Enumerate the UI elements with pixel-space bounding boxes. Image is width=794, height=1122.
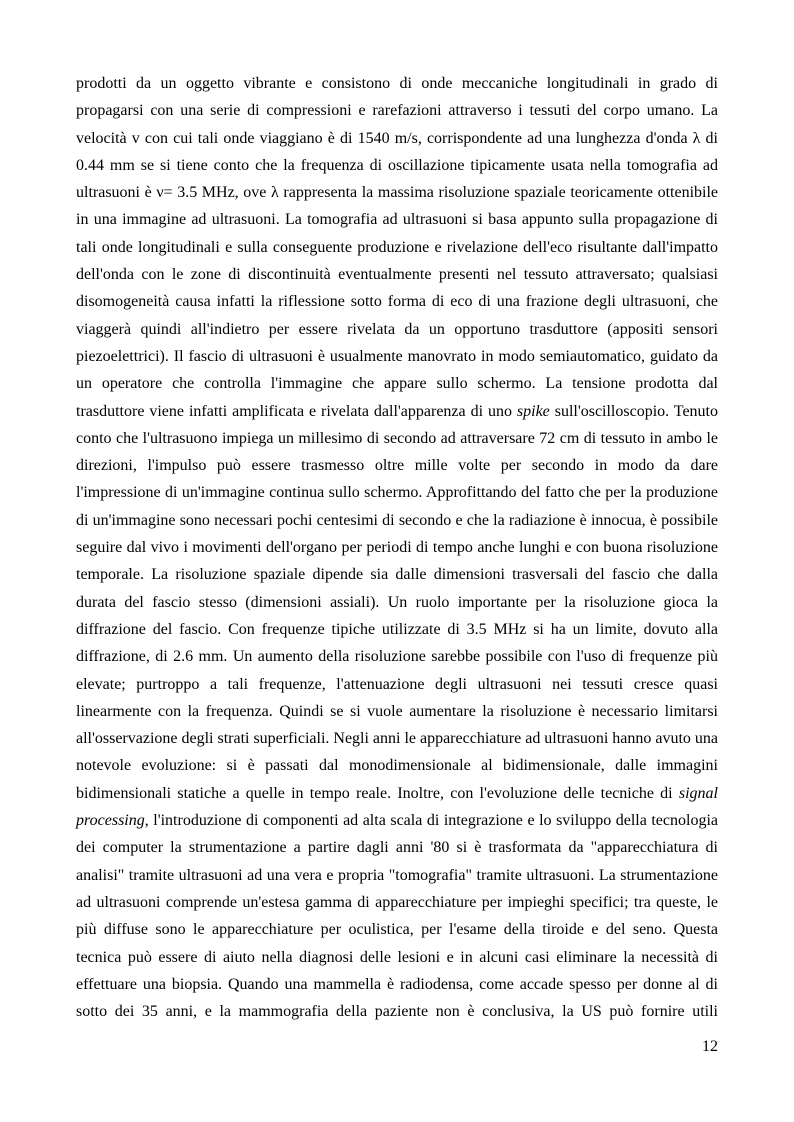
- text-line: prodotti da un oggetto vibrante e consistono di onde meccaniche longitudinali in grado di: [76, 75, 718, 92]
- text-line: di un'immagine sono necessari pochi centesimi di secondo e che la radiazione è innocua, è possibile: [76, 511, 718, 529]
- text-line: linearmente con la frequenza. Quindi se si vuole aumentare la risoluzione è necessario limitarsi: [76, 702, 718, 720]
- text-segment: sull'oscilloscopio. Tenuto: [549, 402, 719, 420]
- text-line: ad ultrasuoni comprende un'estesa gamma di apparecchiature per impieghi specifici; tra queste, le: [76, 893, 718, 911]
- text-line: [76, 780, 718, 807]
- italic-term: processing: [76, 812, 145, 830]
- text-line: propagarsi con una serie di compressioni e rarefazioni attraverso i tessuti del corpo umano. La: [76, 102, 718, 120]
- text-line: elevate; purtroppo a tali frequenze, l'attenuazione degli ultrasuoni nei tessuti cresce quasi: [76, 675, 718, 693]
- text-line: in una immagine ad ultrasuoni. La tomografia ad ultrasuoni si basa appunto sulla propagazione di: [76, 211, 718, 229]
- text-segment: bidimensionali statiche a quelle in tempo reale. Inoltre, con l'evoluzione delle tecniche di: [76, 784, 679, 802]
- text-line: analisi" tramite ultrasuoni ad una vera e propria "tomografia" tramite ultrasuoni. La strumentazione: [76, 866, 718, 884]
- text-line: dei computer la strumentazione a partire dagli anni '80 si è trasformata da "apparecchiatura di: [76, 839, 718, 857]
- text-line: viaggerà quindi all'indietro per essere rivelata da un opportuno trasduttore (appositi sensori: [76, 320, 718, 338]
- text-line: 0.44 mm se si tiene conto che la frequenza di oscillazione tipicamente usata nella tomografia ad: [76, 156, 718, 174]
- text-line: velocità v con cui tali onde viaggiano è di 1540 m/s, corrispondente ad una lunghezza d'onda λ di: [76, 129, 718, 147]
- text-line: effettuare una biopsia. Quando una mammella è radiodensa, come accade spesso per donne al di: [76, 975, 718, 993]
- text-line: tecnica può essere di aiuto nella diagnosi delle lesioni e in alcuni casi eliminare la necessità di: [76, 948, 718, 966]
- text-line: sotto dei 35 anni, e la mammografia della paziente non è conclusiva, la US può fornire utili: [76, 1003, 718, 1021]
- text-line: più diffuse sono le apparecchiature per oculistica, per l'esame della tiroide e del seno. Questa: [76, 921, 718, 939]
- text-line: direzioni, l'impulso può essere trasmesso oltre mille volte per secondo in modo da dare: [76, 457, 718, 475]
- text-line: conto che l'ultrasuono impiega un millesimo di secondo ad attraversare 72 cm di tessuto in ambo le: [76, 429, 718, 447]
- text-line: piezoelettrici). Il fascio di ultrasuoni è usualmente manovrato in modo semiautomatico, guidato da: [76, 347, 718, 365]
- text-line: all'osservazione degli strati superficiali. Negli anni le apparecchiature ad ultrasuoni hanno avuto una: [76, 730, 718, 748]
- italic-term: signal: [678, 784, 718, 802]
- text-line: dell'onda con le zone di discontinuità eventualmente presenti nel tessuto attraversato; qualsiasi: [76, 266, 718, 284]
- text-line: notevole evoluzione: si è passati dal monodimensionale al bidimensionale, dalle immagini: [76, 757, 718, 775]
- text-line: durata del fascio stesso (dimensioni assiali). Un ruolo importante per la risoluzione gioca la: [76, 593, 718, 611]
- body-text: [76, 70, 718, 1025]
- text-line: ultrasuoni è ν= 3.5 MHz, ove λ rappresenta la massima risoluzione spaziale teoricamente ottenibile: [76, 184, 718, 202]
- text-segment: , l'introduzione di componenti ad alta scala di integrazione e lo sviluppo della tecnologia: [144, 812, 718, 830]
- text-line: temporale. La risoluzione spaziale dipende sia dalle dimensioni trasversali del fascio che dalla: [76, 566, 718, 584]
- text-segment: trasduttore viene infatti amplificata e rivelata dall'apparenza di uno: [76, 402, 517, 420]
- page-number: 12: [702, 1038, 718, 1055]
- text-line: l'impressione di un'immagine continua sullo schermo. Approfittando del fatto che per la produzione: [76, 484, 718, 502]
- text-line: disomogeneità causa infatti la riflessione sotto forma di eco di una frazione degli ultrasuoni, che: [76, 293, 718, 311]
- text-line: diffrazione del fascio. Con frequenze tipiche utilizzate di 3.5 MHz si ha un limite, dovuto alla: [76, 620, 718, 638]
- text-line: tali onde longitudinali e sulla conseguente produzione e rivelazione dell'eco risultante dall'impatto: [76, 238, 718, 256]
- text-line: [76, 398, 718, 425]
- text-line: diffrazione, di 2.6 mm. Un aumento della risoluzione sarebbe possibile con l'uso di frequenze più: [76, 648, 718, 666]
- text-line: seguire dal vivo i movimenti dell'organo per periodi di tempo anche lunghi e con buona risoluzione: [76, 539, 718, 557]
- text-line: [76, 807, 718, 834]
- italic-term: spike: [516, 402, 550, 420]
- text-line: un operatore che controlla l'immagine che appare sullo schermo. La tensione prodotta dal: [76, 375, 718, 393]
